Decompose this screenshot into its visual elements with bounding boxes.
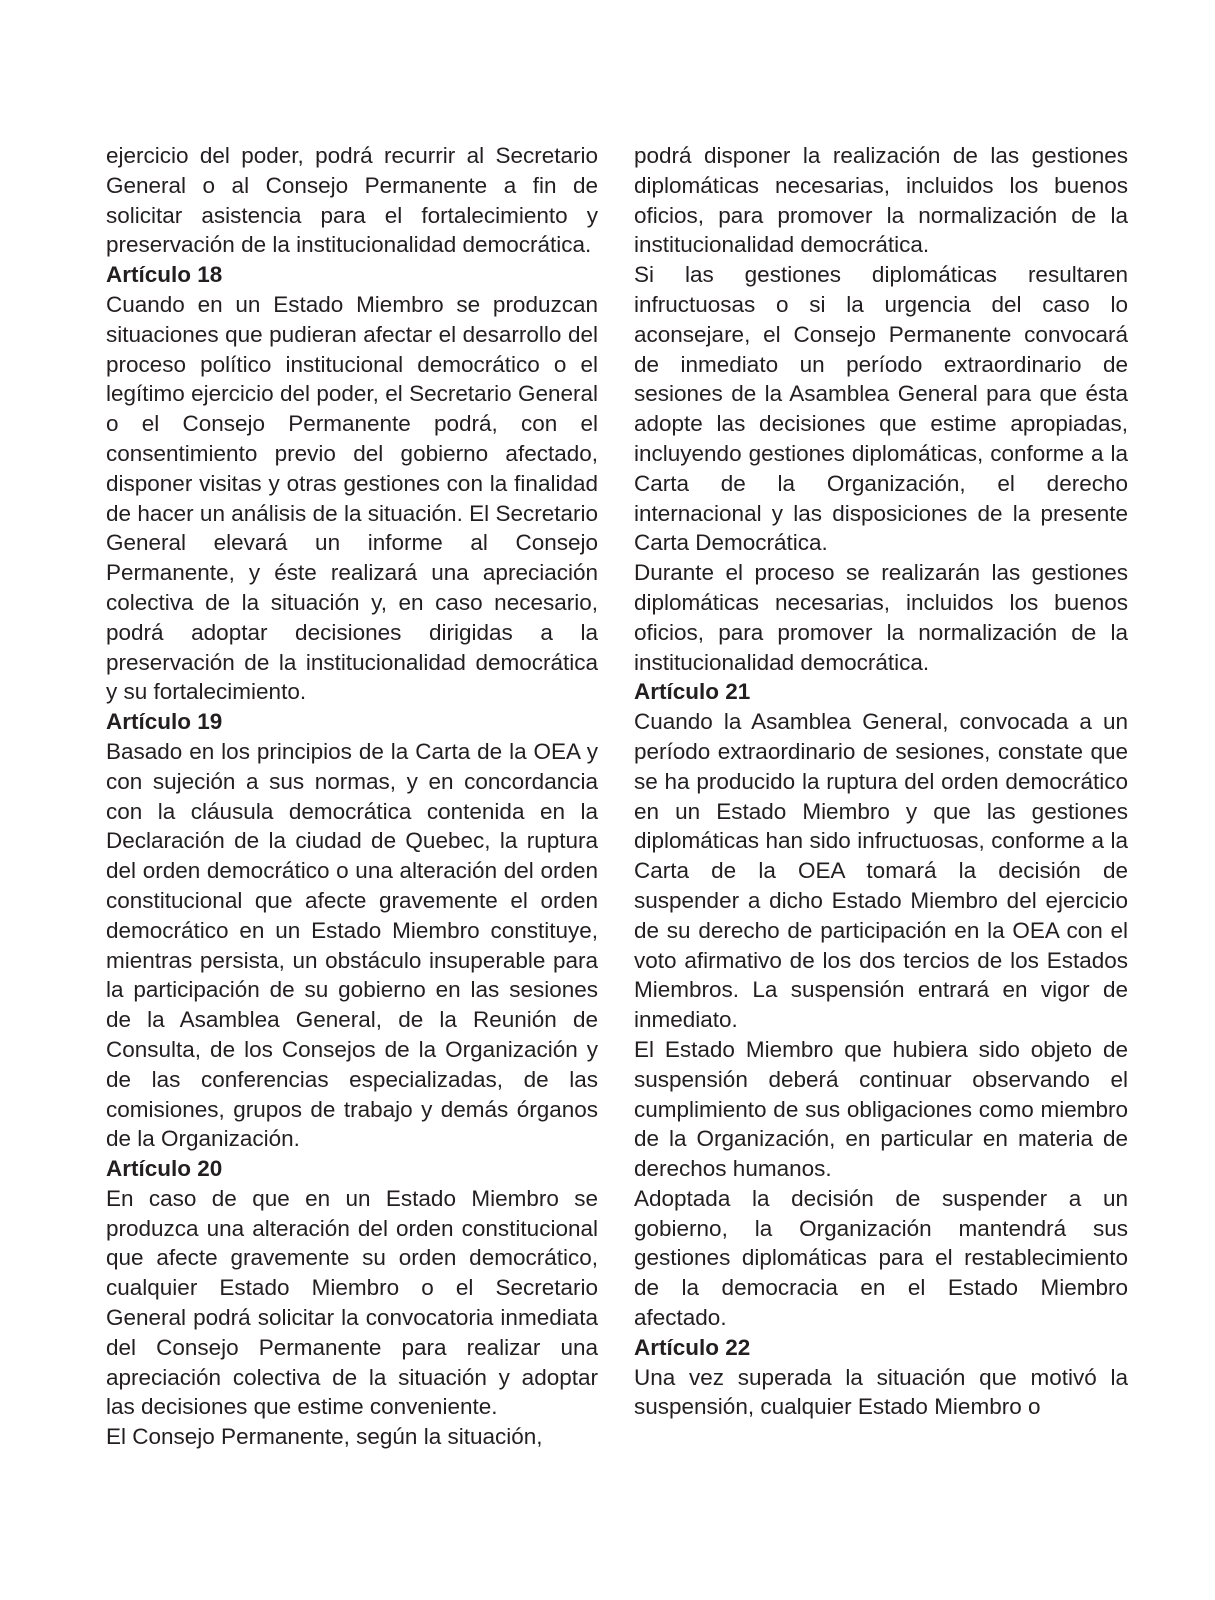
article-21-heading: Artículo 21: [634, 679, 751, 705]
article-21-text-3: Adoptada la decisión de suspender a un gobierno, la Organización mantendrá sus gestiones diplomáticas para el restablecimiento de la democracia en el Estado Miembro afectado.: [634, 1185, 1128, 1331]
paragraph-continuation: ejercicio del poder, podrá recurrir al Secretario General o al Consejo Permanente a fin de solicitar asistencia para el fortalecimiento y preservación de la institucionalidad democrática.: [106, 143, 598, 258]
article-20-heading: Artículo 20: [106, 1156, 223, 1182]
article-21-text-2: El Estado Miembro que hubiera sido objeto de suspensión deberá continuar observando el cumplimiento de sus obligaciones como miembro de la Organización, en particular en materia de derechos humanos.: [634, 1036, 1128, 1182]
article-20-text-3: podrá disponer la realización de las gestiones diplomáticas necesarias, incluidos los buenos oficios, para promover la normalización de la institucionalidad democrática.: [634, 143, 1128, 258]
article-18-heading: Artículo 18: [106, 262, 223, 288]
article-22-text: Una vez superada la situación que motivó la suspensión, cualquier Estado Miembro o: [634, 1364, 1128, 1420]
article-20-text-4: Si las gestiones diplomáticas resultaren infructuosas o si la urgencia del caso lo aconsejare, el Consejo Permanente convocará de inmediato un período extraordinario de sesiones de la Asamblea General para que ésta adopte las decisiones que estime apropiadas, incluyendo gestiones diplomáticas, conforme a la Carta de la Organización, el derecho internacional y las disposiciones de la presente Carta Democrática.: [634, 262, 1128, 556]
article-19-text: Basado en los principios de la Carta de la OEA y con sujeción a sus normas, y en concordancia con la cláusula democrática contenida en la Declaración de la ciudad de Quebec, la ruptura del orden democrático o una alteración del orden constitucional que afecte gravemente el orden democrático en un Estado Miembro constituye, mientras persista, un obstáculo insuperable para la participación de su gobierno en las sesiones de la Asamblea General, de la Reunión de Consulta, de los Consejos de la Organización y de las conferencias especializadas, de las comisiones, grupos de trabajo y demás órganos de la Organización.: [106, 738, 598, 1152]
article-21-text-1: Cuando la Asamblea General, convocada a un período extraordinario de sesiones, constate que se ha producido la ruptura del orden democrático en un Estado Miembro y que las gestiones diplomáticas han sido infructuosas, conforme a la Carta de la OEA tomará la decisión de suspender a dicho Estado Miembro del ejercicio de su derecho de participación en la OEA con el voto afirmativo de los dos tercios de los Estados Miembros. La suspensión entrará en vigor de inmediato.: [634, 709, 1128, 1033]
article-20-text-5: Durante el proceso se realizarán las gestiones diplomáticas necesarias, incluidos los buenos oficios, para promover la normalización de la institucionalidad democrática.: [634, 560, 1128, 675]
article-19-heading: Artículo 19: [106, 709, 223, 735]
article-20-text-2: El Consejo Permanente, según la situación,: [106, 1424, 543, 1450]
article-20-text-1: En caso de que en un Estado Miembro se produzca una alteración del orden constitucional que afecte gravemente su orden democrático, cualquier Estado Miembro o el Secretario General podrá solicitar la convocatoria inmediata del Consejo Permanente para realizar una apreciación colectiva de la situación y adoptar las decisiones que estime conveniente.: [106, 1185, 598, 1420]
article-18-text: Cuando en un Estado Miembro se produzcan situaciones que pudieran afectar el desarrollo del proceso político institucional democrático o el legítimo ejercicio del poder, el Secretario General o el Consejo Permanente podrá, con el consentimiento previo del gobierno afectado, disponer visitas y otras gestiones con la finalidad de hacer un análisis de la situación. El Secretario General elevará un informe al Consejo Permanente, y éste realizará una apreciación colectiva de la situación y, en caso necesario, podrá adoptar decisiones dirigidas a la preservación de la institucionalidad democrática y su fortalecimiento.: [106, 291, 598, 705]
article-22-heading: Artículo 22: [634, 1334, 751, 1360]
left-column: [106, 141, 598, 1452]
right-column: [634, 141, 1128, 1422]
